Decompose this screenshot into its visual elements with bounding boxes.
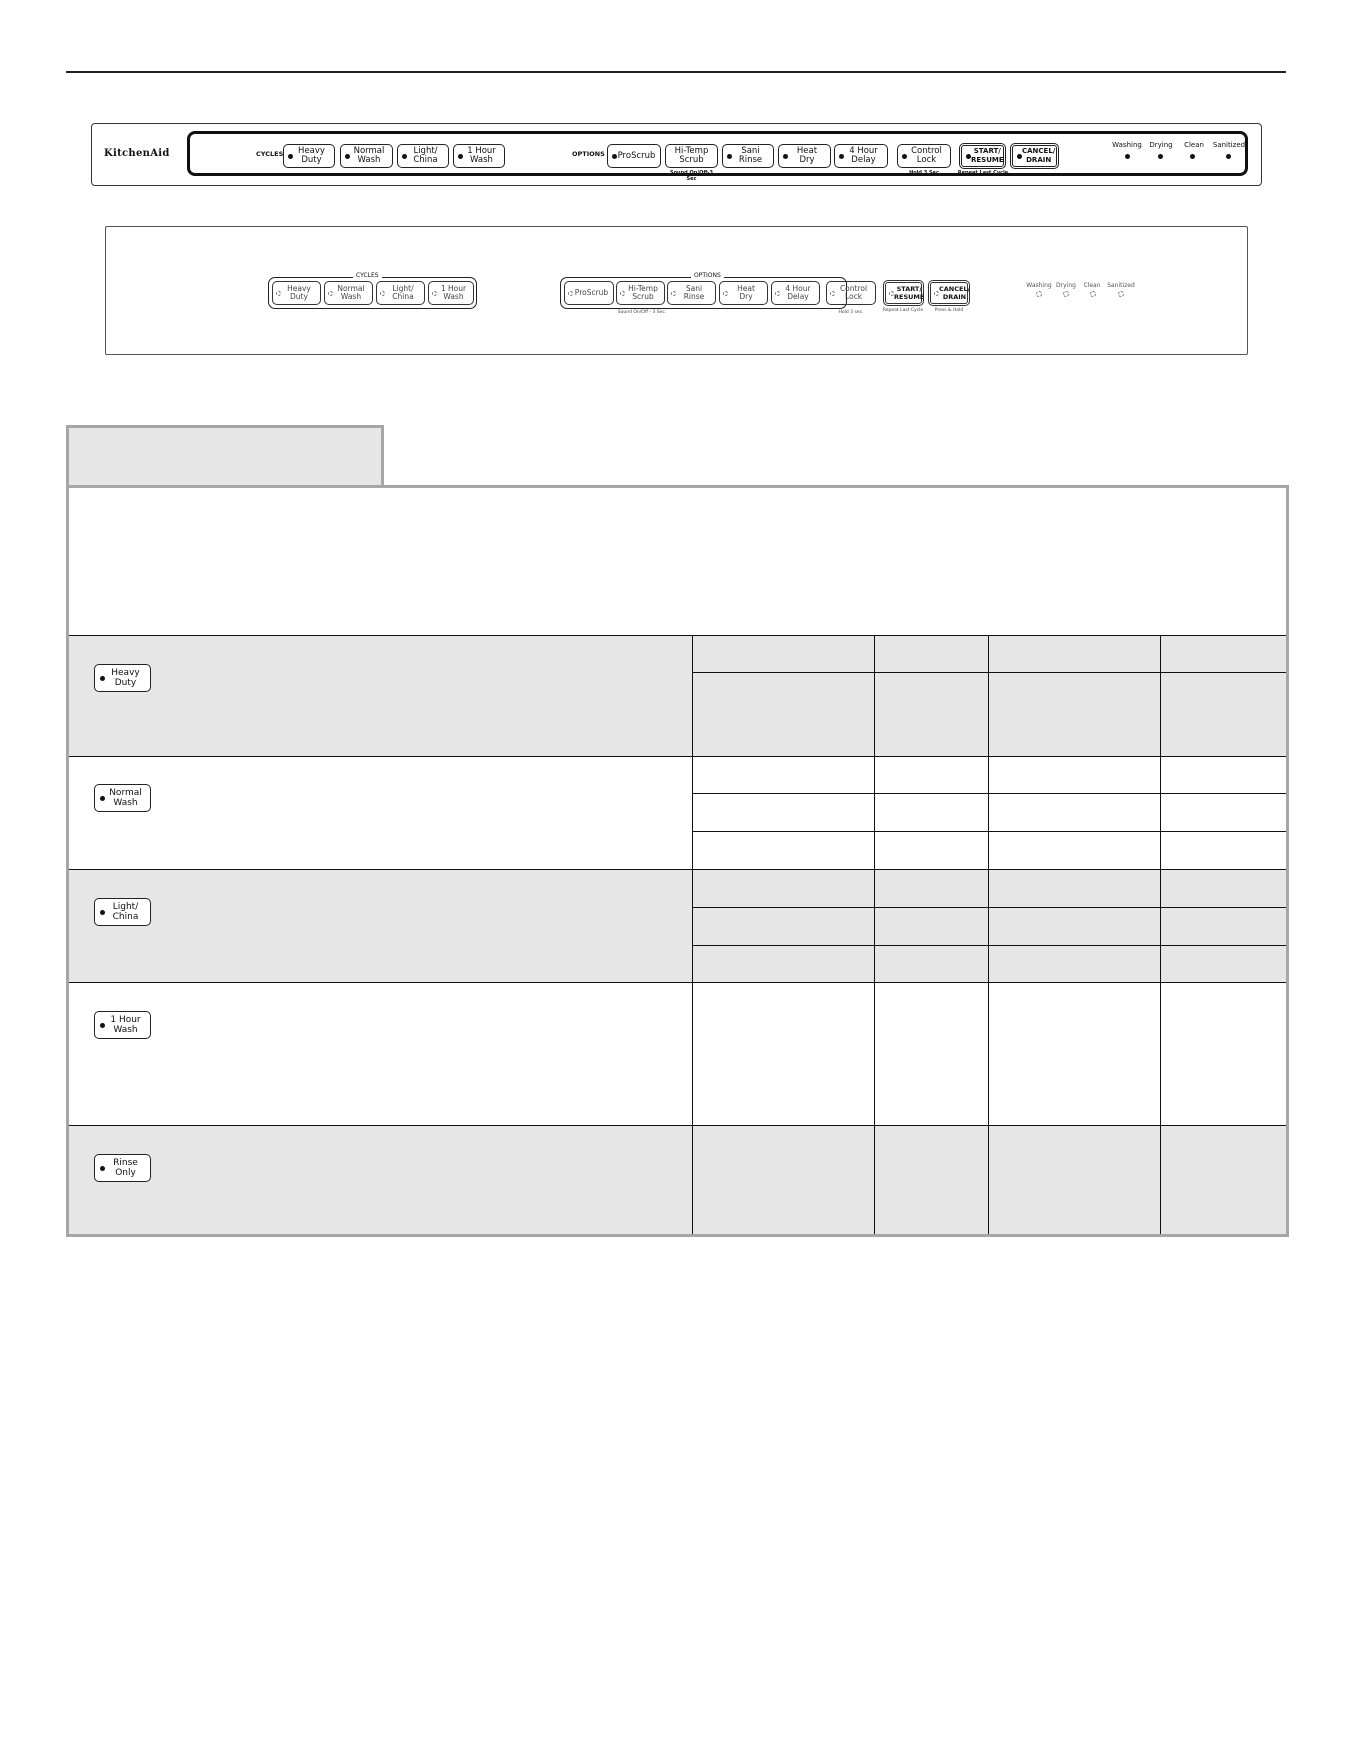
cancel-drain-button[interactable]: CANCEL/ DRAIN bbox=[1010, 143, 1059, 169]
sub-row-divider bbox=[692, 793, 1286, 794]
rinse-only-button[interactable]: Rinse Only bbox=[94, 1154, 151, 1182]
sound-note: Sound On/Off - 3 Sec. bbox=[617, 310, 667, 315]
four-hour-delay-button[interactable]: 4 Hour Delay bbox=[834, 144, 888, 168]
sani-rinse-button[interactable]: Sani Rinse bbox=[722, 144, 774, 168]
one-hour-wash-button[interactable]: 1 Hour Wash bbox=[94, 1011, 151, 1039]
table-row-heavy-duty bbox=[69, 635, 1286, 756]
status-sanitized-led-icon bbox=[1118, 291, 1124, 297]
status-clean-led-icon bbox=[1090, 291, 1096, 297]
heat-dry-button[interactable]: Heat Dry bbox=[778, 144, 831, 168]
row-divider bbox=[69, 756, 1286, 757]
start-resume-button[interactable]: START/ RESUME bbox=[883, 280, 924, 306]
cycles-label: CYCLES bbox=[256, 150, 284, 158]
sub-row-divider bbox=[692, 945, 1286, 946]
status-drying-label: Drying bbox=[1056, 282, 1076, 289]
heat-dry-button[interactable]: Heat Dry bbox=[719, 281, 768, 305]
status-clean-led-icon bbox=[1190, 154, 1195, 159]
top-rule bbox=[66, 71, 1286, 73]
status-washing-led-icon bbox=[1036, 291, 1042, 297]
status-sanitized-label: Sanitized bbox=[1107, 282, 1135, 289]
sub-row-divider bbox=[692, 672, 1286, 673]
status-sanitized-label: Sanitized bbox=[1212, 141, 1246, 149]
column-divider bbox=[1160, 635, 1161, 1234]
repeat-note: Repeat Last Cycle bbox=[882, 308, 924, 313]
status-washing-led-icon bbox=[1125, 154, 1130, 159]
row-divider bbox=[69, 635, 1286, 636]
hi-temp-scrub-button[interactable]: Hi-Temp Scrub bbox=[616, 281, 665, 305]
control-panel-bottom bbox=[105, 226, 1248, 355]
press-hold-note: Press & Hold bbox=[934, 308, 964, 313]
repeat-note: Repeat Last Cycle bbox=[957, 170, 1009, 176]
one-hour-wash-button[interactable]: 1 Hour Wash bbox=[453, 144, 505, 168]
status-clean-label: Clean bbox=[1184, 141, 1204, 149]
control-panel-top bbox=[91, 123, 1262, 186]
hold-note: Hold 3 Sec bbox=[909, 170, 939, 176]
column-divider bbox=[988, 635, 989, 1234]
status-sanitized-led-icon bbox=[1226, 154, 1231, 159]
heavy-duty-button[interactable]: Heavy Duty bbox=[283, 144, 335, 168]
cycles-group-title: CYCLES bbox=[353, 272, 382, 279]
table-row-one-hour-wash bbox=[69, 982, 1286, 1125]
status-washing-label: Washing bbox=[1026, 282, 1052, 289]
table-row-normal-wash bbox=[69, 756, 1286, 869]
status-drying-led-icon bbox=[1063, 291, 1069, 297]
light-china-button[interactable]: Light/ China bbox=[397, 144, 449, 168]
status-drying-led-icon bbox=[1158, 154, 1163, 159]
light-china-button[interactable]: Light/ China bbox=[376, 281, 425, 305]
four-hour-delay-button[interactable]: 4 Hour Delay bbox=[771, 281, 820, 305]
sound-note: Sound On/Off-3 Sec bbox=[670, 170, 713, 182]
light-china-button[interactable]: Light/ China bbox=[94, 898, 151, 926]
proscrub-button[interactable]: ProScrub bbox=[564, 281, 614, 305]
normal-wash-button[interactable]: Normal Wash bbox=[324, 281, 373, 305]
normal-wash-button[interactable]: Normal Wash bbox=[94, 784, 151, 812]
brand-logo: KitchenAid bbox=[104, 148, 170, 159]
hold-note: Hold 3 sec. bbox=[838, 310, 864, 315]
options-group-title: OPTIONS bbox=[691, 272, 724, 279]
row-divider bbox=[69, 869, 1286, 870]
control-lock-button[interactable]: Control Lock bbox=[897, 144, 951, 168]
heavy-duty-button[interactable]: Heavy Duty bbox=[272, 281, 321, 305]
column-divider bbox=[874, 635, 875, 1234]
table-heading-tab bbox=[66, 425, 384, 487]
table-row-light-china bbox=[69, 869, 1286, 982]
cancel-drain-button[interactable]: CANCEL/ DRAIN bbox=[928, 280, 970, 306]
normal-wash-button[interactable]: Normal Wash bbox=[340, 144, 393, 168]
status-washing-label: Washing bbox=[1112, 141, 1142, 149]
proscrub-button[interactable]: ProScrub bbox=[607, 144, 661, 168]
row-divider bbox=[69, 982, 1286, 983]
sub-row-divider bbox=[692, 831, 1286, 832]
hi-temp-scrub-button[interactable]: Hi-Temp Scrub bbox=[665, 144, 718, 168]
row-divider bbox=[69, 1125, 1286, 1126]
table-row-rinse-only bbox=[69, 1125, 1286, 1234]
control-lock-button[interactable]: Control Lock bbox=[826, 281, 876, 305]
heavy-duty-button[interactable]: Heavy Duty bbox=[94, 664, 151, 692]
options-label: OPTIONS bbox=[572, 150, 605, 158]
sani-rinse-button[interactable]: Sani Rinse bbox=[667, 281, 716, 305]
status-clean-label: Clean bbox=[1083, 282, 1101, 289]
one-hour-wash-button[interactable]: 1 Hour Wash bbox=[428, 281, 474, 305]
status-drying-label: Drying bbox=[1149, 141, 1173, 149]
column-divider bbox=[692, 635, 693, 1234]
start-resume-button[interactable]: START/ RESUME bbox=[959, 143, 1006, 169]
sub-row-divider bbox=[692, 907, 1286, 908]
